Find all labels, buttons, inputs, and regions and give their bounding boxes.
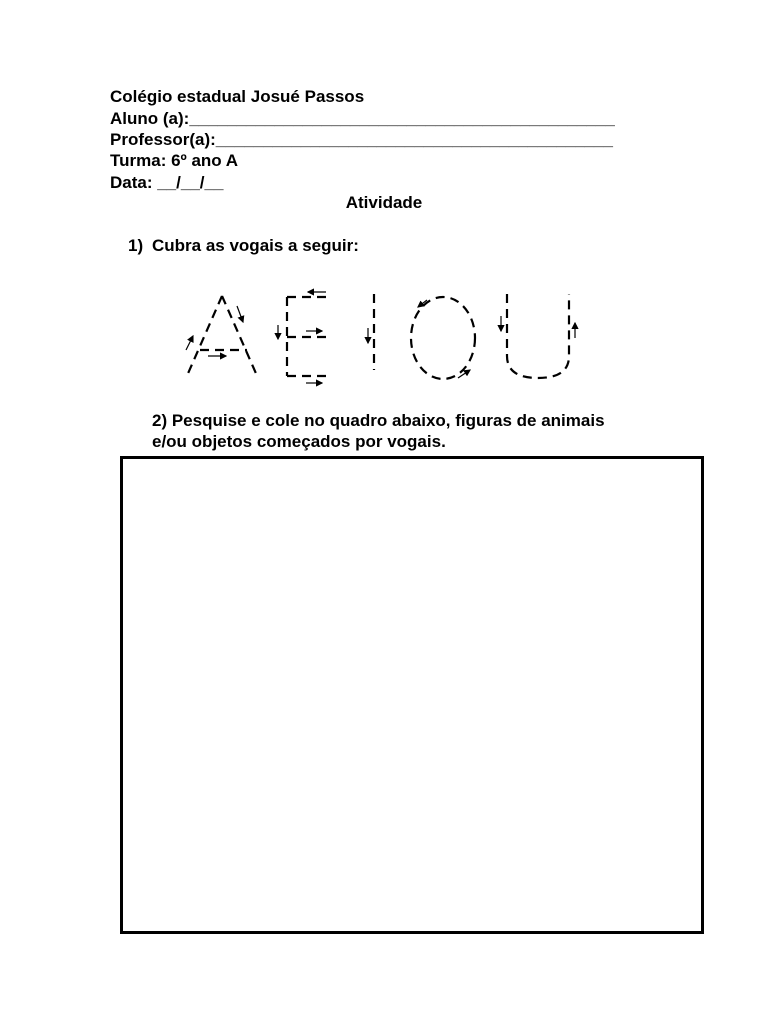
teacher-field[interactable]: Professor(a):__________________________________________: [110, 130, 613, 149]
direction-arrows: [186, 292, 575, 383]
question-1-text: Cubra as vogais a seguir:: [152, 236, 359, 255]
question-2-line-2: e/ou objetos começados por vogais.: [152, 432, 446, 451]
tracing-letter-o[interactable]: [411, 297, 475, 379]
date-field[interactable]: Data: __/__/__: [110, 173, 224, 192]
question-2-line-1: 2) Pesquise e cole no quadro abaixo, figuras de animais: [152, 411, 605, 430]
tracing-letter-u[interactable]: [507, 294, 569, 378]
student-field[interactable]: Aluno (a):_____________________________________________: [110, 109, 615, 128]
question-1-number: 1): [128, 236, 144, 255]
tracing-letter-a[interactable]: [186, 296, 258, 378]
tracing-letter-e[interactable]: [287, 297, 330, 376]
paste-area-box[interactable]: [120, 456, 704, 934]
activity-title: Atividade: [345, 193, 423, 212]
school-name: Colégio estadual Josué Passos: [110, 87, 365, 106]
class-info: Turma: 6º ano A: [110, 151, 239, 170]
